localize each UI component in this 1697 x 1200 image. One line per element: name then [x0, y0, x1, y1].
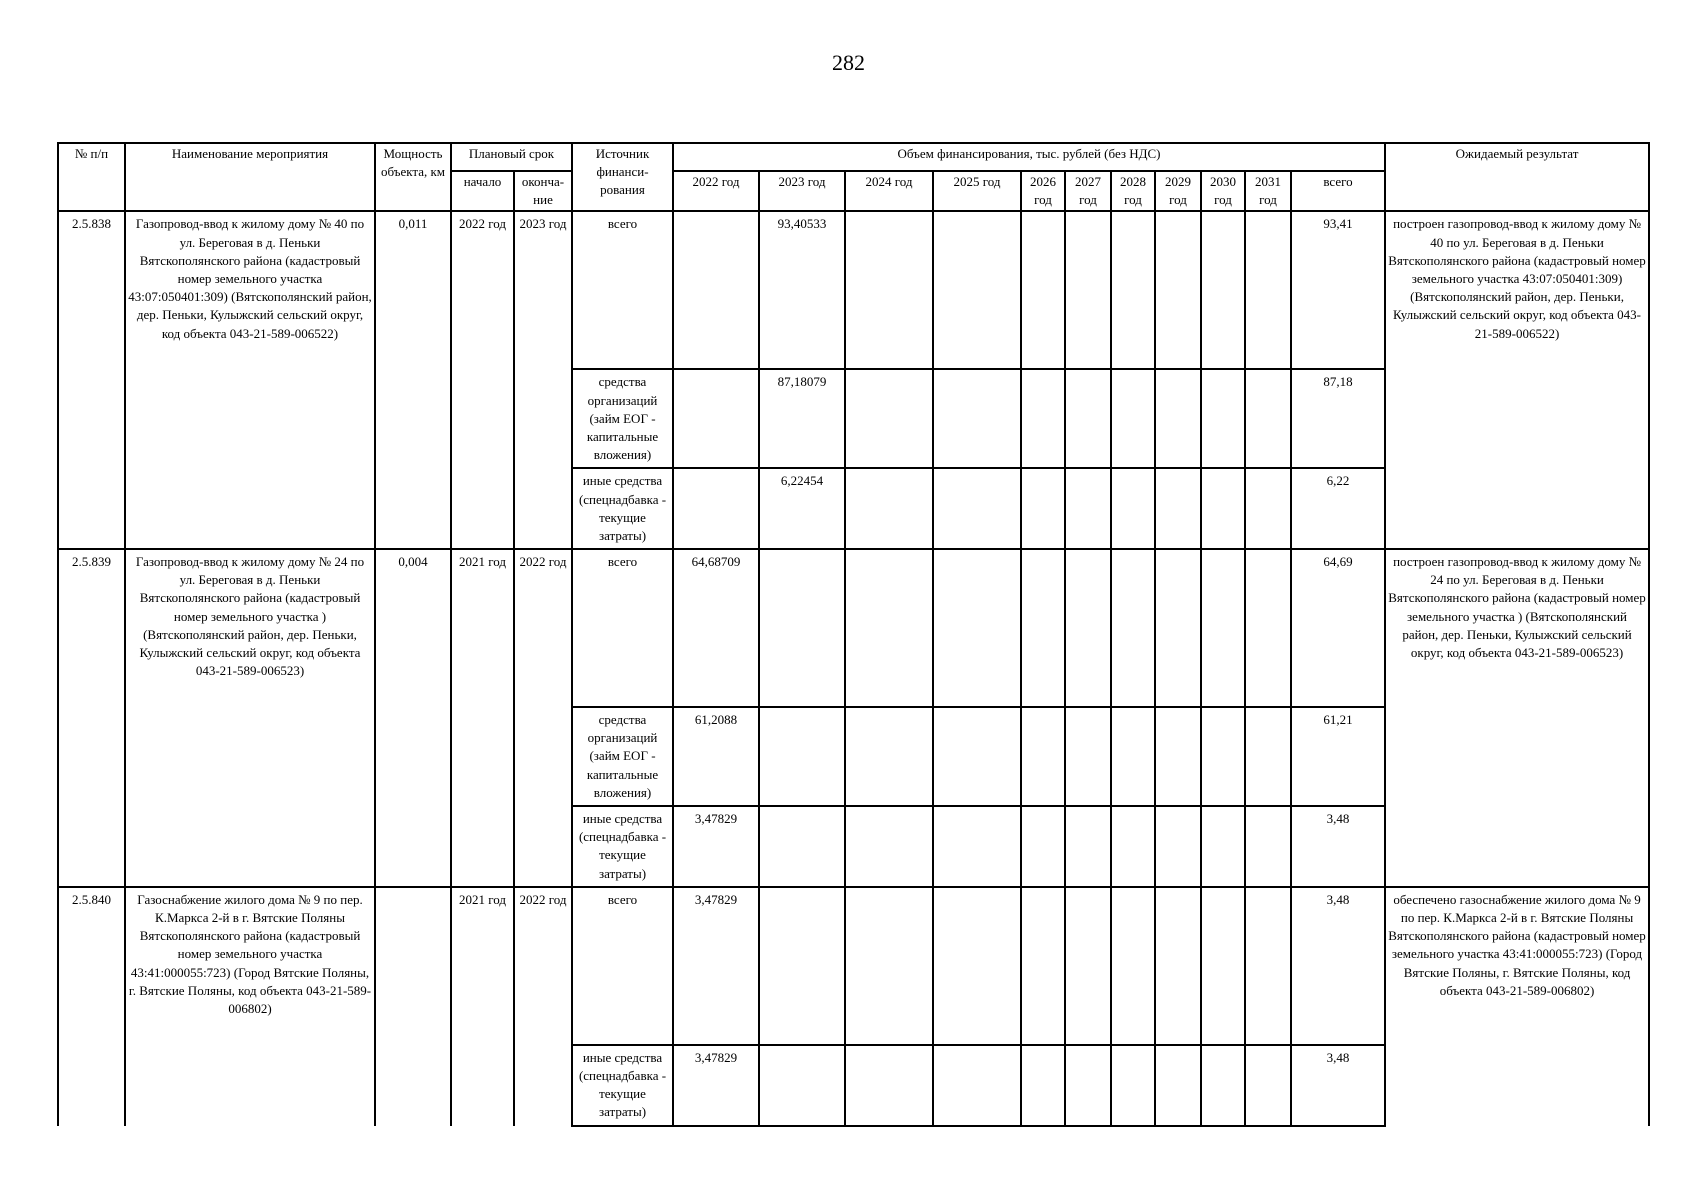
cell-2023	[759, 549, 845, 707]
row-capacity: 0,011	[375, 211, 451, 549]
header-year: 2030 год	[1201, 171, 1245, 211]
row-source: иные средства (спецнадбавка - текущие затраты)	[572, 806, 673, 887]
cell-total: 3,48	[1291, 887, 1385, 1045]
row-num: 2.5.840	[58, 887, 125, 1126]
header-year: 2025 год	[933, 171, 1021, 211]
row-end: 2022 год	[514, 549, 572, 887]
header-year: 2022 год	[673, 171, 759, 211]
header-num: № п/п	[58, 143, 125, 211]
row-result: построен газопровод-ввод к жилому дому № 24 по ул. Береговая в д. Пеньки Вятскополянского района (кадастровый номер земельного участка ) (Вятскополянский район, дер. Пеньки, Кулыжский сельский округ, код объекта 043-21-589-006523)	[1385, 549, 1649, 887]
row-result: построен газопровод-ввод к жилому дому № 40 по ул. Береговая в д. Пеньки Вятскополянского района (кадастровый номер земельного участка 43:07:050401:309) (Вятскополянский район, дер. Пеньки, Кулыжский сельский округ, код объекта 043-21-589-006522)	[1385, 211, 1649, 549]
financing-table	[57, 142, 1650, 1127]
cell-total: 6,22	[1291, 468, 1385, 549]
cell-2022: 3,47829	[673, 887, 759, 1045]
row-num: 2.5.838	[58, 211, 125, 549]
cell-total: 3,48	[1291, 1045, 1385, 1126]
cell-total: 3,48	[1291, 806, 1385, 887]
cell-total: 61,21	[1291, 707, 1385, 806]
cell-total: 87,18	[1291, 369, 1385, 468]
page-number: 282	[832, 50, 865, 75]
cell-2022: 3,47829	[673, 1045, 759, 1126]
row-source: средства организаций (займ ЕОГ - капитальные вложения)	[572, 707, 673, 806]
cell-2023	[759, 806, 845, 887]
table-row	[58, 887, 1649, 1045]
cell-2022: 61,2088	[673, 707, 759, 806]
row-start: 2022 год	[451, 211, 514, 549]
row-source: всего	[572, 887, 673, 1045]
cell-2022	[673, 211, 759, 369]
table-row	[58, 549, 1649, 707]
header-source: Источник финанси-рования	[572, 143, 673, 211]
header-year: 2024 год	[845, 171, 933, 211]
cell-2023: 6,22454	[759, 468, 845, 549]
row-capacity	[375, 887, 451, 1126]
header-year: 2023 год	[759, 171, 845, 211]
header-year: 2029 год	[1155, 171, 1201, 211]
cell-2023: 87,18079	[759, 369, 845, 468]
row-source: иные средства (спецнадбавка - текущие затраты)	[572, 1045, 673, 1126]
row-source: всего	[572, 549, 673, 707]
header-capacity: Мощность объекта, км	[375, 143, 451, 211]
row-capacity: 0,004	[375, 549, 451, 887]
row-source: всего	[572, 211, 673, 369]
row-result: обеспечено газоснабжение жилого дома № 9 по пер. К.Маркса 2-й в г. Вятские Поляны Вятскополянского района (кадастровый номер земельного участка 43:41:000055:723) (Город Вятские Поляны, г. Вятские Поляны, код объекта 043-21-589-006802)	[1385, 887, 1649, 1126]
row-name: Газопровод-ввод к жилому дому № 24 по ул. Береговая в д. Пеньки Вятскополянского района (кадастровый номер земельного участка ) (Вятскополянский район, дер. Пеньки, Кулыжский сельский округ, код объекта 043-21-589-006523)	[125, 549, 375, 887]
cell-2023	[759, 1045, 845, 1126]
header-total: всего	[1291, 171, 1385, 211]
row-start: 2021 год	[451, 549, 514, 887]
cell-total: 64,69	[1291, 549, 1385, 707]
cell-2022: 3,47829	[673, 806, 759, 887]
cell-2023	[759, 707, 845, 806]
header-year: 2028 год	[1111, 171, 1155, 211]
row-end: 2023 год	[514, 211, 572, 549]
row-source: средства организаций (займ ЕОГ - капитальные вложения)	[572, 369, 673, 468]
row-num: 2.5.839	[58, 549, 125, 887]
cell-2023	[759, 887, 845, 1045]
row-start: 2021 год	[451, 887, 514, 1126]
header-result: Ожидаемый результат	[1385, 143, 1649, 211]
row-source: иные средства (спецнадбавка - текущие затраты)	[572, 468, 673, 549]
header-term-end: оконча-ние	[514, 171, 572, 211]
cell-2022	[673, 369, 759, 468]
cell-2022: 64,68709	[673, 549, 759, 707]
header-year: 2027 год	[1065, 171, 1111, 211]
cell-2023: 93,40533	[759, 211, 845, 369]
row-name: Газопровод-ввод к жилому дому № 40 по ул. Береговая в д. Пеньки Вятскополянского района (кадастровый номер земельного участка 43:07:050401:309) (Вятскополянский район, дер. Пеньки, Кулыжский сельский округ, код объекта 043-21-589-006522)	[125, 211, 375, 549]
header-term: Плановый срок	[451, 143, 572, 171]
header-year: 2026 год	[1021, 171, 1065, 211]
table-row	[58, 211, 1649, 369]
header-year: 2031 год	[1245, 171, 1291, 211]
header-term-start: начало	[451, 171, 514, 211]
header-name: Наименование мероприятия	[125, 143, 375, 211]
row-end: 2022 год	[514, 887, 572, 1126]
header-volume: Объем финансирования, тыс. рублей (без НДС)	[673, 143, 1385, 171]
row-name: Газоснабжение жилого дома № 9 по пер. К.Маркса 2-й в г. Вятские Поляны Вятскополянского района (кадастровый номер земельного участка 43:41:000055:723) (Город Вятские Поляны, г. Вятские Поляны, код объекта 043-21-589-006802)	[125, 887, 375, 1126]
cell-total: 93,41	[1291, 211, 1385, 369]
cell-2022	[673, 468, 759, 549]
